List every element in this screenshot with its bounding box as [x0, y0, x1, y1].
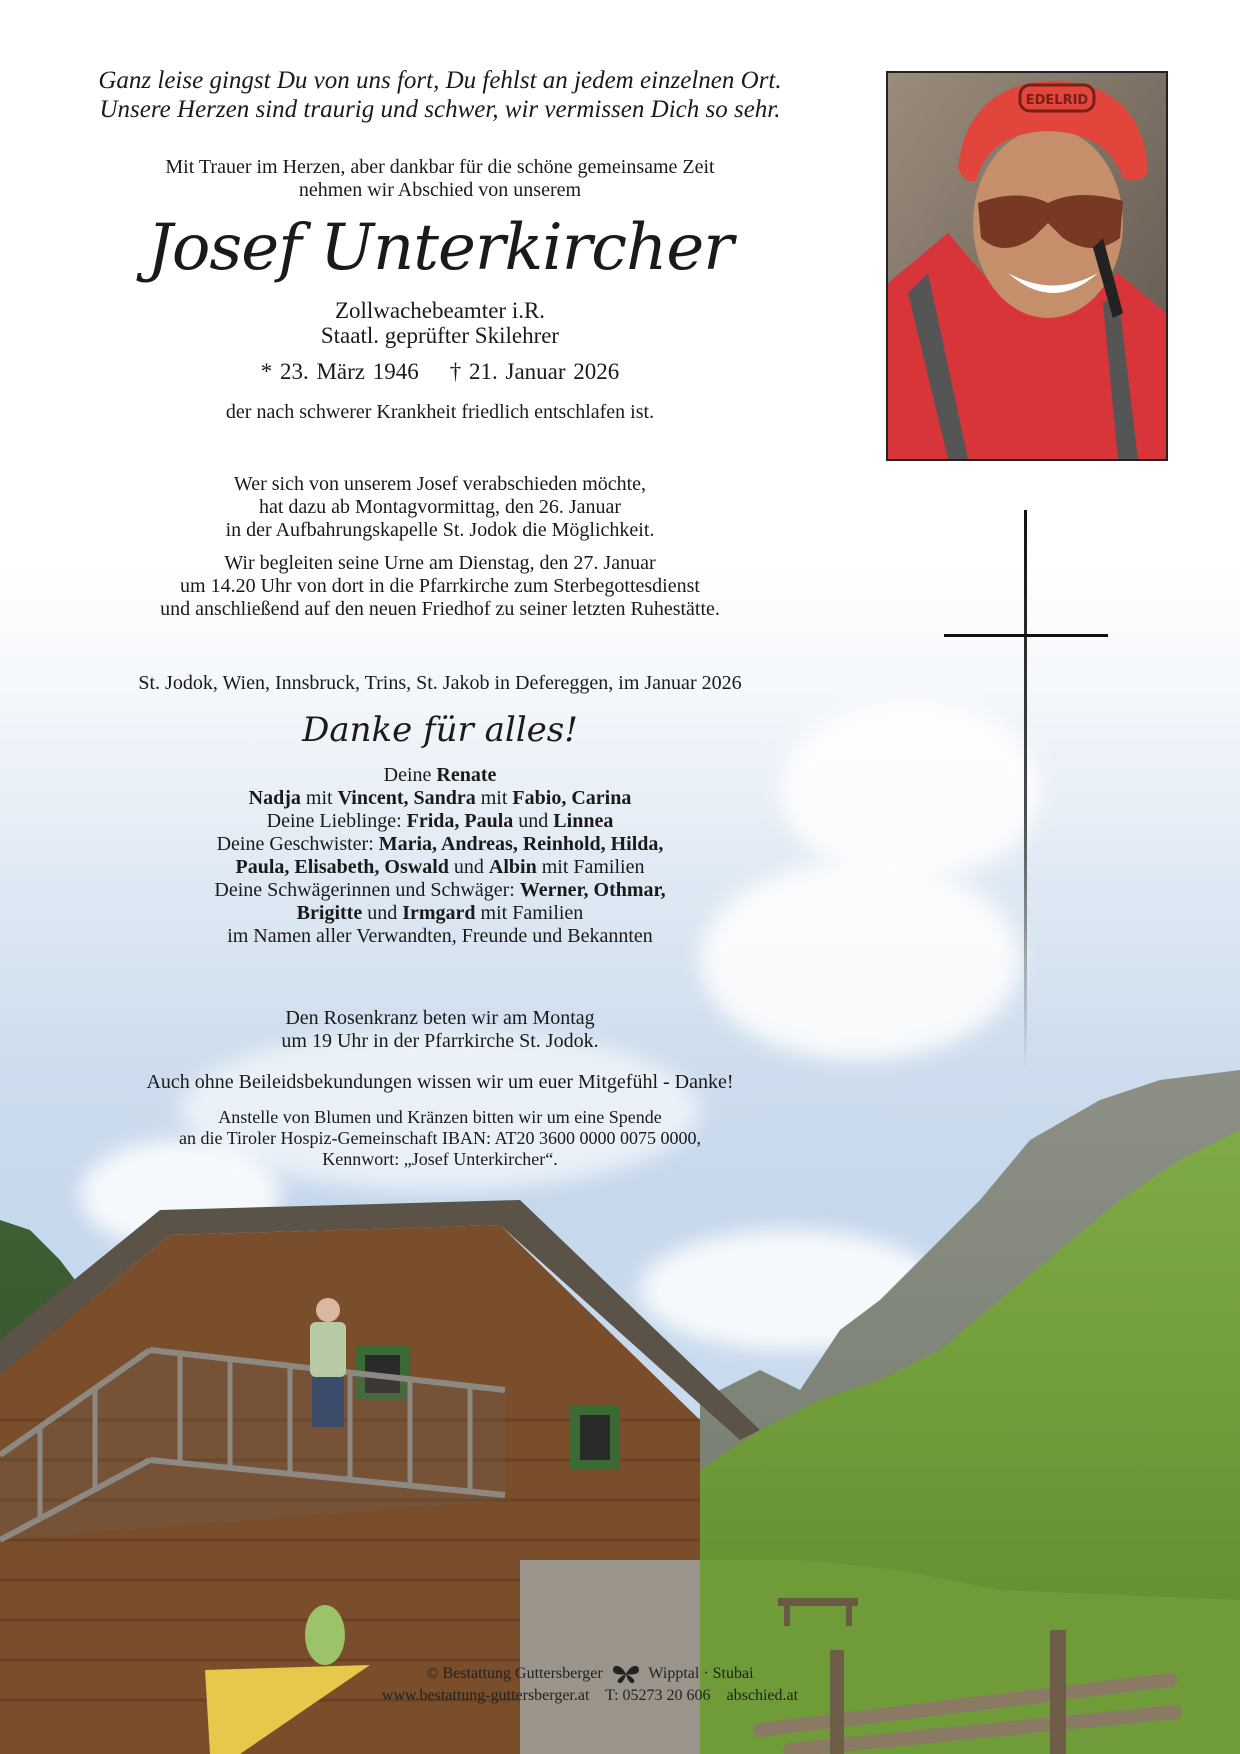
- portrait-photo: [886, 71, 1168, 461]
- donation-request: [60, 1107, 820, 1170]
- mourner-line: Deine Lieblinge: Frida, Paula und Linnea: [266, 810, 614, 832]
- funeral-line: um 14.20 Uhr von dort in die Pfarrkirche zum Sterbegottesdienst: [180, 575, 700, 597]
- donation-line: Anstelle von Blumen und Kränzen bitten wir um eine Spende: [218, 1107, 662, 1127]
- mourner-line: im Namen aller Verwandten, Freunde und Bekannten: [227, 925, 653, 947]
- death-date: † 21. Januar 2026: [449, 359, 620, 384]
- viewing-line: in der Aufbahrungskapelle St. Jodok die Möglichkeit.: [225, 519, 655, 541]
- deceased-name: Josef Unterkircher: [147, 211, 733, 285]
- portal-link[interactable]: abschied.at: [726, 1687, 799, 1704]
- deceased-titles: [60, 298, 820, 348]
- intro-line: Mit Trauer im Herzen, aber dankbar für die schöne gemeinsame Zeit: [165, 156, 715, 178]
- condolence-note: Auch ohne Beileidsbekundungen wissen wir um euer Mitgefühl - Danke!: [146, 1071, 734, 1093]
- viewing-info: [60, 473, 820, 542]
- mourners-list: [60, 764, 820, 948]
- contact-line: [330, 1685, 850, 1707]
- poem-line: Ganz leise gingst Du von uns fort, Du fehlst an jedem einzelnen Ort.: [98, 67, 782, 94]
- mourner-line: Brigitte und Irmgard mit Familien: [296, 902, 584, 924]
- funeral-info: [60, 552, 820, 621]
- cross-icon: [944, 510, 1108, 1070]
- qualification: Staatl. geprüfter Skilehrer: [320, 323, 560, 348]
- mourner-line: Nadja mit Vincent, Sandra mit Fabio, Carina: [248, 787, 632, 809]
- rosary-line: Den Rosenkranz beten wir am Montag: [285, 1007, 595, 1029]
- mourner-line: Deine Renate: [383, 764, 497, 786]
- funeral-line: und anschließend auf den neuen Friedhof zu seiner letzten Ruhestätte.: [160, 598, 720, 620]
- poem-line: Unsere Herzen sind traurig und schwer, wir vermissen Dich so sehr.: [99, 96, 781, 123]
- poem: [60, 66, 820, 124]
- funeral-line: Wir begleiten seine Urne am Dienstag, den 27. Januar: [224, 552, 656, 574]
- intro-line: nehmen wir Abschied von unserem: [298, 179, 582, 201]
- mourner-line: Deine Geschwister: Maria, Andreas, Reinhold, Hilda,: [216, 833, 664, 855]
- viewing-line: hat dazu ab Montagvormittag, den 26. Januar: [258, 496, 622, 518]
- mourner-line: Deine Schwägerinnen und Schwäger: Werner, Othmar,: [214, 879, 666, 901]
- mourner-line: Paula, Elisabeth, Oswald und Albin mit Familien: [235, 856, 645, 878]
- viewing-line: Wer sich von unserem Josef verabschieden möchte,: [233, 473, 647, 495]
- profession: Zollwachebeamter i.R.: [334, 298, 546, 323]
- place-and-date: St. Jodok, Wien, Innsbruck, Trins, St. Jakob in Defereggen, im Januar 2026: [138, 672, 742, 694]
- funeral-home-name: © Bestattung Guttersberger: [426, 1665, 603, 1682]
- rosary-line: um 19 Uhr in der Pfarrkirche St. Jodok.: [281, 1030, 599, 1052]
- intro-text: [60, 156, 820, 202]
- phone-number: T: 05273 20 606: [605, 1687, 711, 1704]
- portrait-illustration: [888, 73, 1166, 459]
- donation-line: Kennwort: „Josef Unterkircher“.: [322, 1149, 558, 1169]
- helmet-logo: EDELRID: [1025, 93, 1089, 108]
- website-link[interactable]: www.bestattung-guttersberger.at: [381, 1687, 590, 1704]
- thanks-heading: Danke für alles!: [302, 710, 578, 750]
- life-dates: [60, 358, 820, 386]
- donation-line: an die Tiroler Hospiz-Gemeinschaft IBAN: AT20 3600 0000 0075 0000,: [179, 1128, 701, 1148]
- butterfly-icon: [611, 1664, 641, 1684]
- region: Wipptal · Stubai: [648, 1665, 754, 1682]
- funeral-home-credit: [330, 1663, 850, 1685]
- birth-date: * 23. März 1946: [260, 359, 419, 384]
- rosary-info: [60, 1007, 820, 1053]
- passing-note: der nach schwerer Krankheit friedlich entschlafen ist.: [225, 401, 655, 423]
